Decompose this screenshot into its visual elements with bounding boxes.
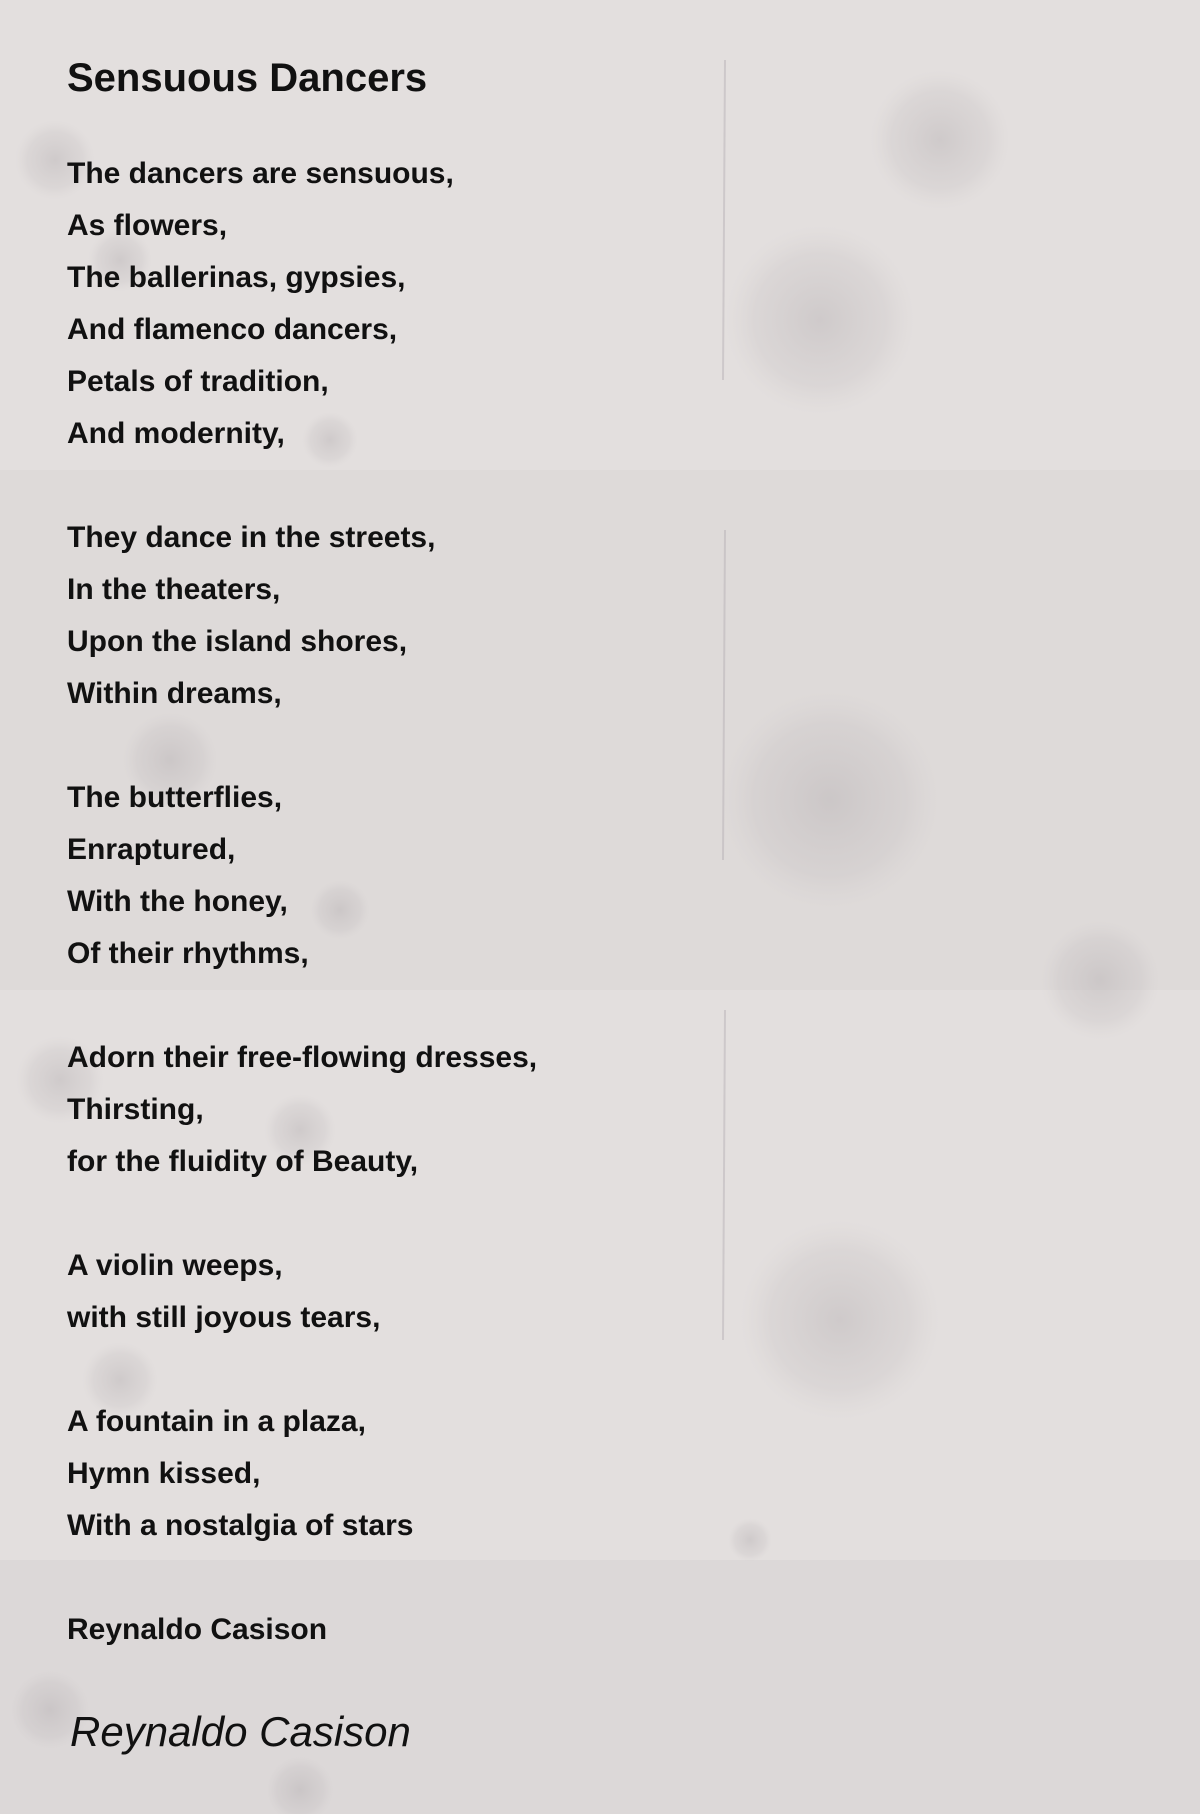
poem-line: with still joyous tears, [67, 1301, 381, 1334]
poem-line: Thirsting, [67, 1093, 204, 1126]
poem-line: And flamenco dancers, [67, 313, 398, 346]
poem-line: for the fluidity of Beauty, [67, 1145, 419, 1178]
poem-line: Petals of tradition, [67, 365, 329, 398]
poem-line: A violin weeps, [67, 1249, 283, 1282]
poem-line: The butterflies, [67, 781, 283, 814]
poem-line: With a nostalgia of stars [67, 1509, 414, 1542]
poem-title: Sensuous Dancers [67, 56, 428, 100]
poem-line: And modernity, [67, 417, 285, 450]
stanza-4 [67, 1032, 1127, 1188]
poem-line: The dancers are sensuous, [67, 157, 454, 190]
poem-line: In the theaters, [67, 573, 281, 606]
stanza-6 [67, 1396, 1127, 1552]
poem-author: Reynaldo Casison [67, 1613, 328, 1646]
poem-page [67, 50, 1127, 1760]
poem-line: They dance in the streets, [67, 521, 436, 554]
poem-line: Upon the island shores, [67, 625, 408, 658]
poem-line: The ballerinas, gypsies, [67, 261, 406, 294]
poem-line: Enraptured, [67, 833, 236, 866]
stanza-1 [67, 148, 1127, 460]
poem-line: Adorn their free-flowing dresses, [67, 1041, 538, 1074]
poem-line: Of their rhythms, [67, 937, 309, 970]
poem-line: Hymn kissed, [67, 1457, 261, 1490]
stanza-3 [67, 772, 1127, 980]
poem-line: Within dreams, [67, 677, 282, 710]
author-signature: Reynaldo Casison [70, 1708, 411, 1755]
poem-line: A fountain in a plaza, [67, 1405, 366, 1438]
stanza-2 [67, 512, 1127, 720]
poem-line: With the honey, [67, 885, 288, 918]
stanza-5 [67, 1240, 1127, 1344]
poem-line: As flowers, [67, 209, 228, 242]
